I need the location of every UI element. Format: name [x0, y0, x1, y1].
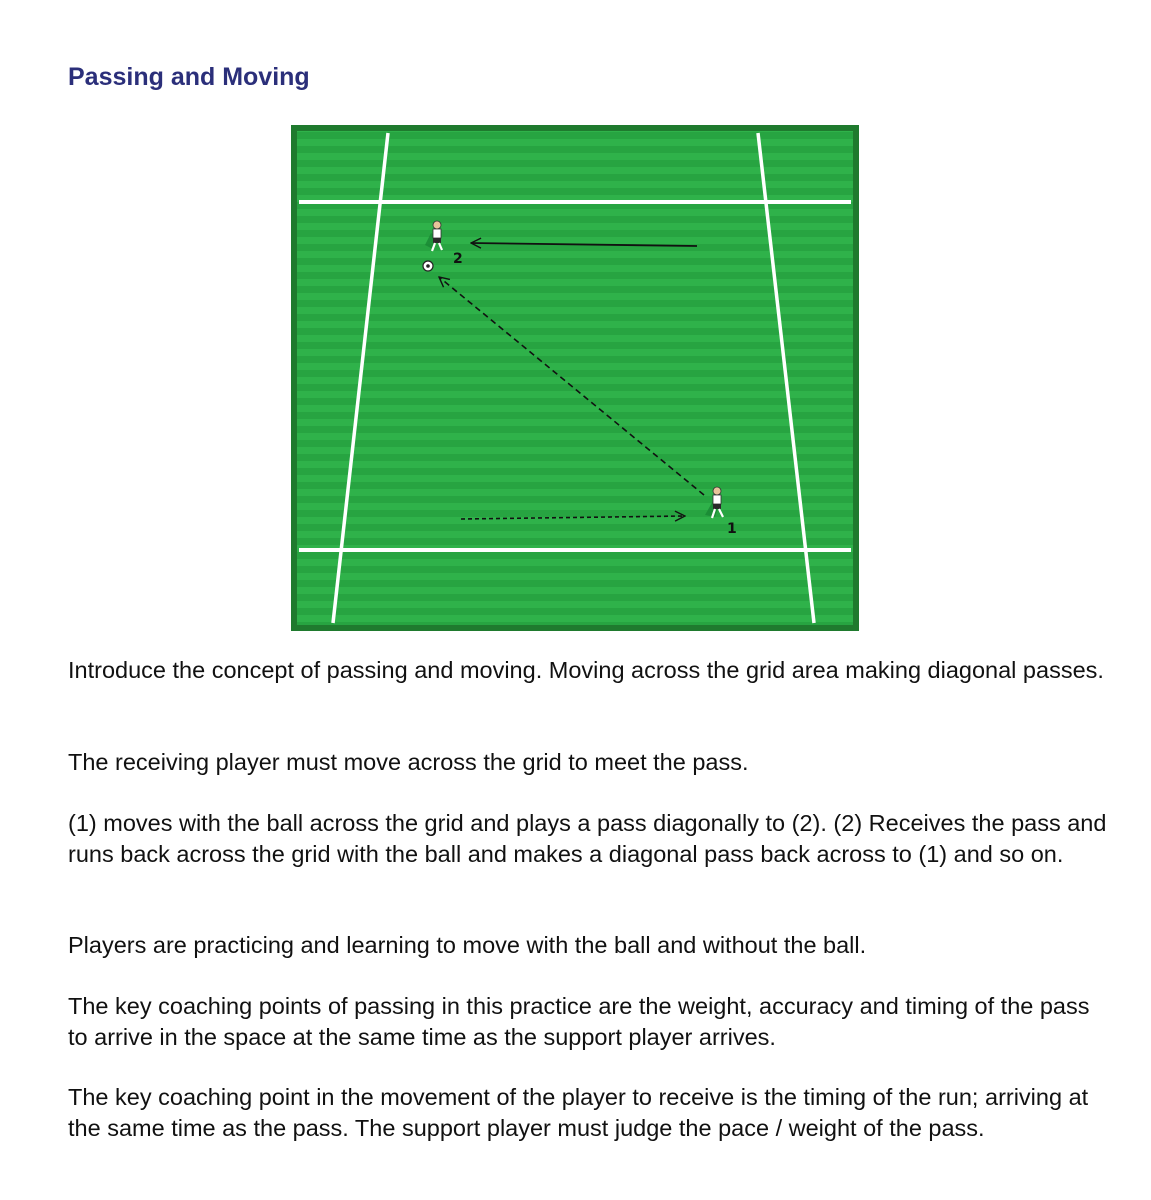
training-diagram	[291, 125, 859, 631]
ball	[423, 261, 433, 271]
paragraph-sequence: (1) moves with the ball across the grid and plays a pass diagonally to (2). (2) Receives the pass and runs back across the grid with the ball and makes a diagonal pass back across to (1) and so on.	[68, 810, 1107, 867]
paragraph-intro: Introduce the concept of passing and moving. Moving across the grid area making diagonal passes.	[68, 657, 1104, 683]
paragraph-passing-points: The key coaching points of passing in this practice are the weight, accuracy and timing of the pass to arrive in the space at the same time as the support player arrives.	[68, 993, 1090, 1050]
paragraph-receiving-player: The receiving player must move across the grid to meet the pass.	[68, 749, 749, 775]
player-1-label: 1	[727, 521, 737, 537]
paragraph-practice: Players are practicing and learning to move with the ball and without the ball.	[68, 932, 867, 958]
paragraph-movement-points: The key coaching point in the movement of the player to receive is the timing of the run; arriving at the same time as the pass. The support player must judge the pace / weight of the pass.	[68, 1084, 1089, 1141]
page-title: Passing and Moving	[68, 63, 310, 91]
player-2-label: 2	[453, 251, 463, 267]
